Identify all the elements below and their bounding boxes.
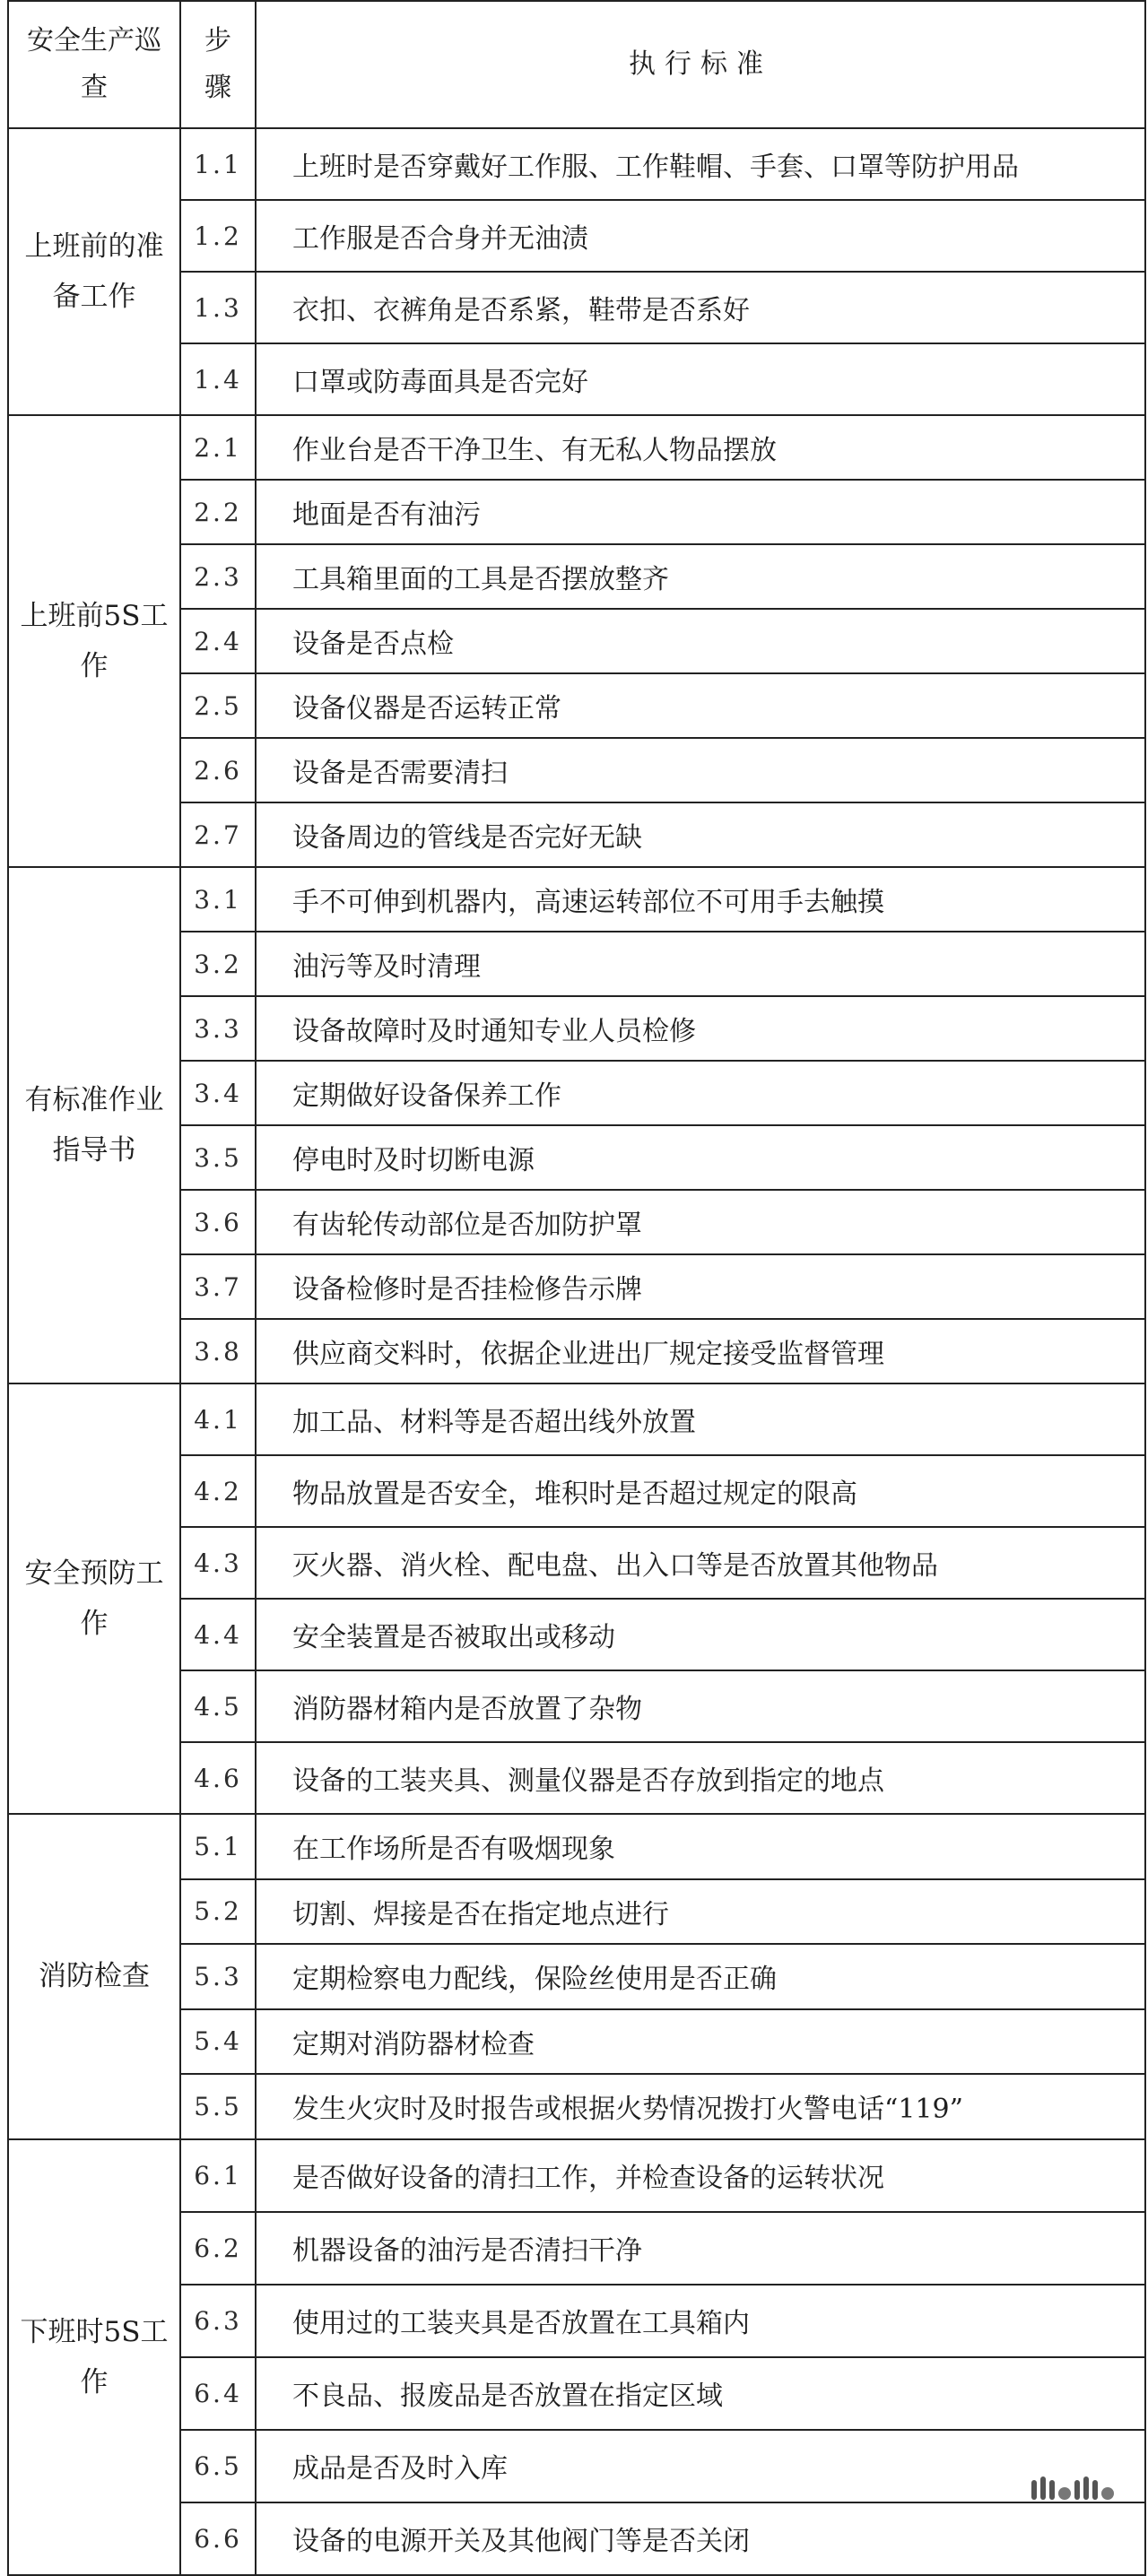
step-cell: 3.4 xyxy=(180,1061,256,1125)
category-cell xyxy=(8,867,180,1383)
step-cell: 1.4 xyxy=(180,343,256,415)
table-row xyxy=(8,1383,1145,1455)
category-cell xyxy=(8,128,180,415)
step-cell: 6.2 xyxy=(180,2212,256,2285)
step-cell: 4.5 xyxy=(180,1670,256,1742)
category-label: 上班前5S工作 xyxy=(20,600,169,682)
step-cell: 5.4 xyxy=(180,2009,256,2075)
step-cell: 1.1 xyxy=(180,128,256,200)
step-cell: 3.2 xyxy=(180,932,256,996)
standard-cell: 是否做好设备的清扫工作，并检查设备的运转状况 xyxy=(256,2139,1145,2212)
standard-cell: 在工作场所是否有吸烟现象 xyxy=(256,1814,1145,1879)
step-cell: 6.4 xyxy=(180,2357,256,2430)
step-cell: 5.3 xyxy=(180,1944,256,2009)
step-cell: 6.6 xyxy=(180,2502,256,2575)
table-row xyxy=(8,128,1145,200)
standard-cell: 定期对消防器材检查 xyxy=(256,2009,1145,2075)
standard-cell: 定期做好设备保养工作 xyxy=(256,1061,1145,1125)
category-label: 有标准作业指导书 xyxy=(24,1084,164,1167)
step-cell: 2.2 xyxy=(180,480,256,544)
step-cell: 5.1 xyxy=(180,1814,256,1879)
step-cell: 3.1 xyxy=(180,867,256,932)
standard-cell: 设备周边的管线是否完好无缺 xyxy=(256,802,1145,867)
step-cell: 3.7 xyxy=(180,1254,256,1319)
standard-cell: 设备检修时是否挂检修告示牌 xyxy=(256,1254,1145,1319)
standard-cell: 加工品、材料等是否超出线外放置 xyxy=(256,1383,1145,1455)
step-cell: 2.6 xyxy=(180,738,256,802)
step-cell: 2.4 xyxy=(180,609,256,673)
header-standard: 执行标准 xyxy=(256,1,1145,128)
standard-cell: 切割、焊接是否在指定地点进行 xyxy=(256,1879,1145,1945)
category-cell xyxy=(8,415,180,867)
standard-cell: 不良品、报废品是否放置在指定区域 xyxy=(256,2357,1145,2430)
step-cell: 3.3 xyxy=(180,996,256,1061)
category-cell xyxy=(8,1383,180,1814)
standard-cell: 使用过的工装夹具是否放置在工具箱内 xyxy=(256,2285,1145,2357)
table-row xyxy=(8,415,1145,480)
standard-cell: 设备是否需要清扫 xyxy=(256,738,1145,802)
step-cell: 4.3 xyxy=(180,1527,256,1599)
category-cell xyxy=(8,2139,180,2575)
inspection-table xyxy=(7,0,1146,2576)
table-body xyxy=(8,128,1145,2575)
step-cell: 1.3 xyxy=(180,272,256,343)
category-label: 下班时5S工作 xyxy=(20,2315,169,2398)
category-label: 安全预防工作 xyxy=(24,1557,164,1640)
standard-cell: 设备的电源开关及其他阀门等是否关闭 xyxy=(256,2502,1145,2575)
step-cell: 3.6 xyxy=(180,1190,256,1254)
standard-cell: 机器设备的油污是否清扫干净 xyxy=(256,2212,1145,2285)
table-header-row xyxy=(8,1,1145,128)
category-label: 消防检查 xyxy=(39,1960,150,1993)
step-cell: 2.5 xyxy=(180,673,256,738)
step-cell: 3.8 xyxy=(180,1319,256,1383)
standard-cell: 口罩或防毒面具是否完好 xyxy=(256,343,1145,415)
step-cell: 6.1 xyxy=(180,2139,256,2212)
step-cell: 2.7 xyxy=(180,802,256,867)
standard-cell: 安全装置是否被取出或移动 xyxy=(256,1599,1145,1670)
table-row xyxy=(8,2139,1145,2212)
standard-cell: 发生火灾时及时报告或根据火势情况拨打火警电话“119” xyxy=(256,2074,1145,2139)
table-row xyxy=(8,1814,1145,1879)
step-cell: 1.2 xyxy=(180,200,256,272)
standard-cell: 设备故障时及时通知专业人员检修 xyxy=(256,996,1145,1061)
category-cell xyxy=(8,1814,180,2139)
standard-cell: 成品是否及时入库 xyxy=(256,2430,1145,2502)
standard-cell: 物品放置是否安全，堆积时是否超过规定的限高 xyxy=(256,1455,1145,1527)
standard-cell: 定期检察电力配线，保险丝使用是否正确 xyxy=(256,1944,1145,2009)
step-cell: 2.1 xyxy=(180,415,256,480)
category-label: 上班前的准备工作 xyxy=(24,230,164,313)
standard-cell: 停电时及时切断电源 xyxy=(256,1125,1145,1190)
step-cell: 4.6 xyxy=(180,1742,256,1814)
standard-cell: 工作服是否合身并无油渍 xyxy=(256,200,1145,272)
step-cell: 4.2 xyxy=(180,1455,256,1527)
standard-cell: 手不可伸到机器内，高速运转部位不可用手去触摸 xyxy=(256,867,1145,932)
standard-cell: 供应商交料时，依据企业进出厂规定接受监督管理 xyxy=(256,1319,1145,1383)
step-cell: 2.3 xyxy=(180,544,256,609)
standard-cell: 上班时是否穿戴好工作服、工作鞋帽、手套、口罩等防护用品 xyxy=(256,128,1145,200)
standard-cell: 灭火器、消火栓、配电盘、出入口等是否放置其他物品 xyxy=(256,1527,1145,1599)
standard-cell: 衣扣、衣裤角是否系紧，鞋带是否系好 xyxy=(256,272,1145,343)
step-cell: 5.5 xyxy=(180,2074,256,2139)
step-cell: 6.3 xyxy=(180,2285,256,2357)
standard-cell: 油污等及时清理 xyxy=(256,932,1145,996)
watermark-logo xyxy=(1031,2473,1139,2500)
standard-cell: 地面是否有油污 xyxy=(256,480,1145,544)
header-step: 步骤 xyxy=(180,1,256,128)
step-cell: 4.4 xyxy=(180,1599,256,1670)
standard-cell: 设备是否点检 xyxy=(256,609,1145,673)
standard-cell: 作业台是否干净卫生、有无私人物品摆放 xyxy=(256,415,1145,480)
table-row xyxy=(8,867,1145,932)
standard-cell: 工具箱里面的工具是否摆放整齐 xyxy=(256,544,1145,609)
step-cell: 6.5 xyxy=(180,2430,256,2502)
standard-cell: 设备仪器是否运转正常 xyxy=(256,673,1145,738)
standard-cell: 有齿轮传动部位是否加防护罩 xyxy=(256,1190,1145,1254)
header-category: 安全生产巡查 xyxy=(8,1,180,128)
step-cell: 5.2 xyxy=(180,1879,256,1945)
standard-cell: 消防器材箱内是否放置了杂物 xyxy=(256,1670,1145,1742)
standard-cell: 设备的工装夹具、测量仪器是否存放到指定的地点 xyxy=(256,1742,1145,1814)
step-cell: 4.1 xyxy=(180,1383,256,1455)
step-cell: 3.5 xyxy=(180,1125,256,1190)
